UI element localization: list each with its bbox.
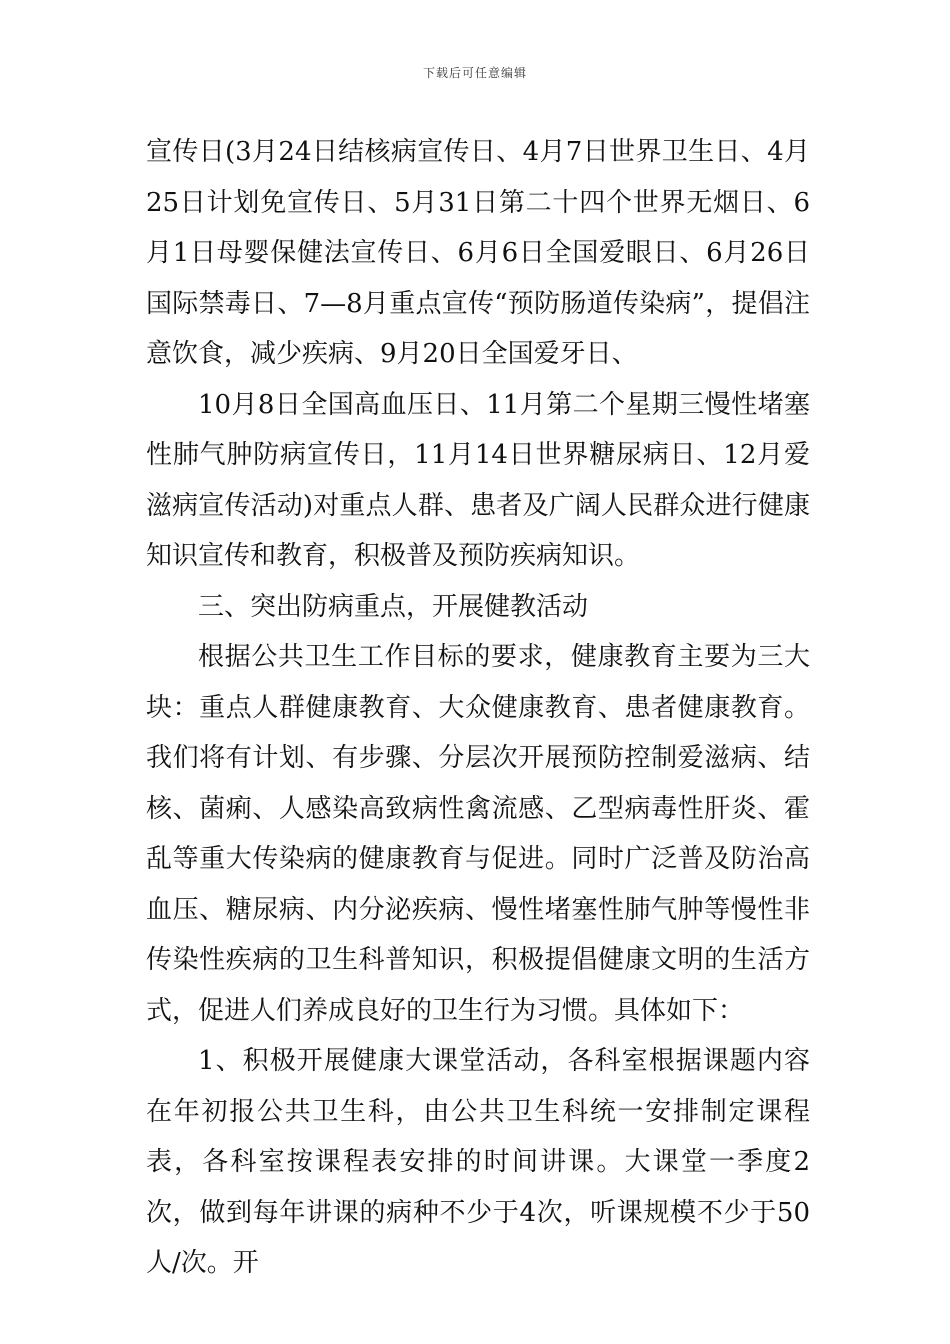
paragraph-health-days-autumn: 10月8日全国高血压日、11月第二个星期三慢性堵塞性肺气肿防病宣传日，11月14日世界糖尿病日、12月爱滋病宣传活动)对重点人群、患者及广阔人民群众进行健康知识宣传和教育，积极普及预防疾病知识。	[146, 389, 810, 571]
section-heading-three: 三、突出防病重点，开展健教活动	[198, 591, 589, 622]
paragraph-health-days-continued: 宣传日(3月24日结核病宣传日、4月7日世界卫生日、4月25日计划免宣传日、5月31日第二十四个世界无烟日、6月1日母婴保健法宣传日、6月6日全国爱眼日、6月26日国际禁毒日、7—8月重点宣传“预防肠道传染病”，提倡注意饮食，减少疾病、9月20日全国爱牙日、	[146, 137, 810, 369]
document-body	[146, 127, 810, 1289]
page-header-note: 下载后可任意编辑	[422, 66, 527, 80]
paragraph-item-1-lectures: 1、积极开展健康大课堂活动，各科室根据课题内容在年初报公共卫生科，由公共卫生科统一安排制定课程表，各科室按课程表安排的时间讲课。大课堂一季度2次，做到每年讲课的病种不少于4次，听课规模不少于50人/次。开	[146, 1046, 810, 1278]
paragraph-health-education-goals: 根据公共卫生工作目标的要求，健康教育主要为三大块：重点人群健康教育、大众健康教育、患者健康教育。我们将有计划、有步骤、分层次开展预防控制爱滋病、结核、菌痢、人感染高致病性禽流感、乙型病毒性肝炎、霍乱等重大传染病的健康教育与促进。同时广泛普及防治高血压、糖尿病、内分泌疾病、慢性堵塞性肺气肿等慢性非传染性疾病的卫生科普知识，积极提倡健康文明的生活方式，促进人们养成良好的卫生行为习惯。具体如下：	[146, 642, 810, 1026]
